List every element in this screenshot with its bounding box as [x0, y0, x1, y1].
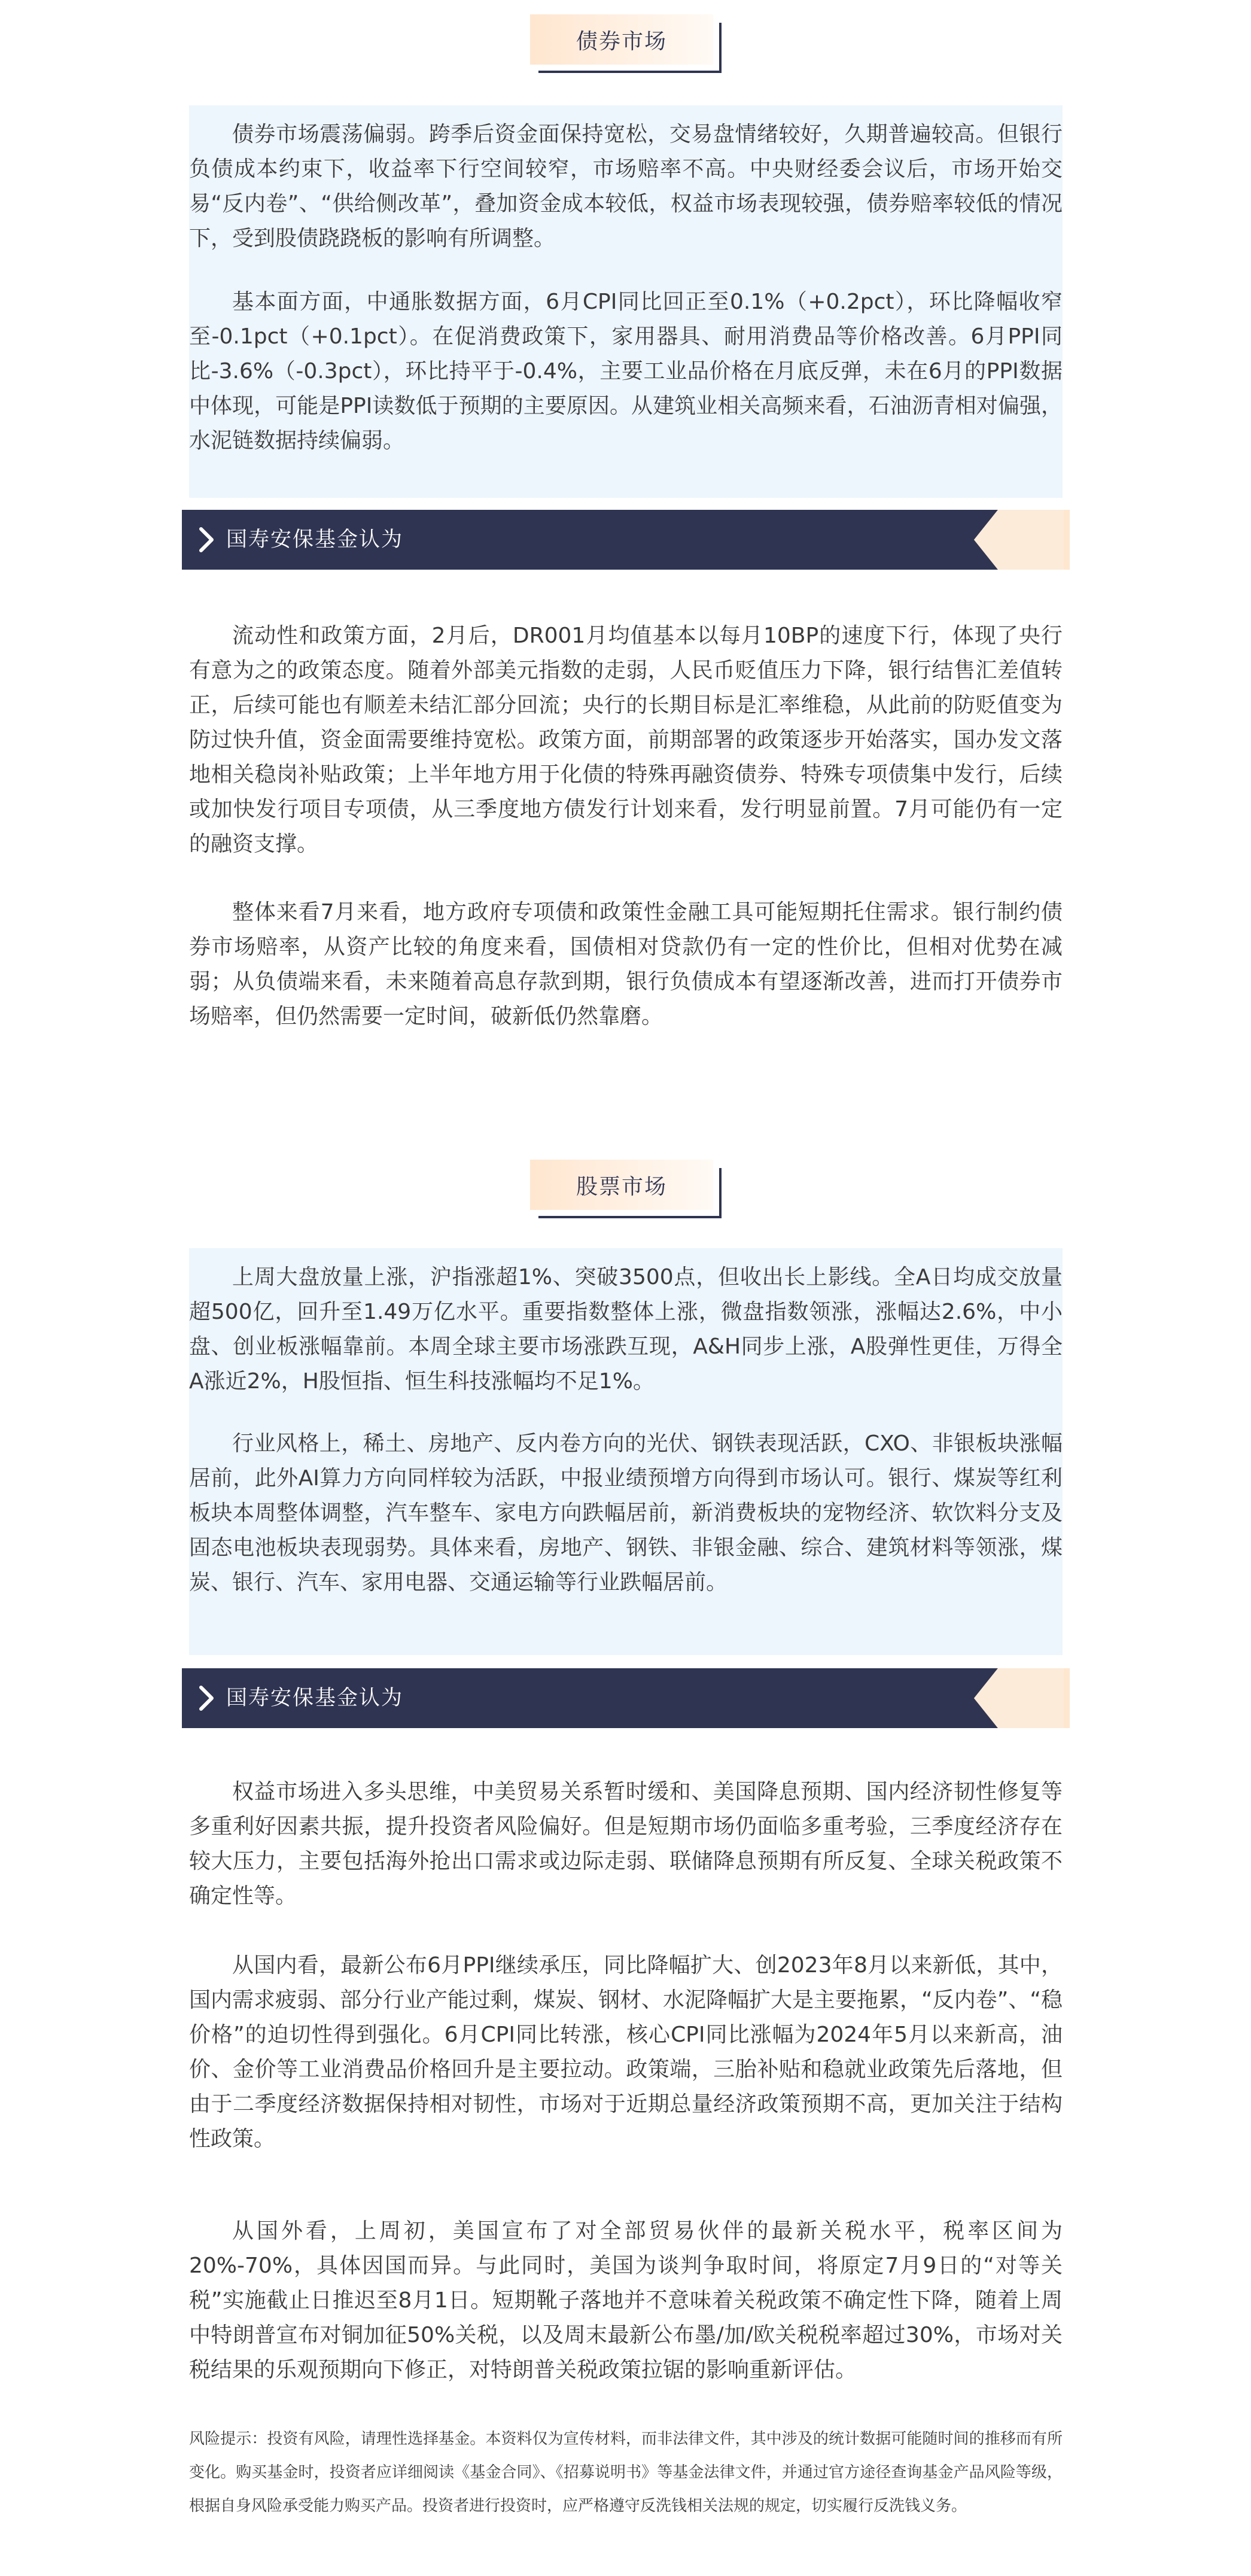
chevron-right-icon [193, 1684, 221, 1713]
bond-summary-paragraph-2: 基本面方面，中通胀数据方面，6月CPI同比回正至0.1%（+0.2pct），环比降幅收窄至-0.1pct（+0.1pct）。在促消费政策下，家用器具、耐用消费品等价格改善。6月PPI同比-3.6%（-0.3pct），环比持平于-0.4%，主要工业品价格在月底反弹，未在6月的PPI数据中体现，可能是PPI读数低于预期的主要原因。从建筑业相关高频来看，石油沥青相对偏强，水泥链数据持续偏弱。 [189, 290, 1063, 453]
stock-section-title: 股票市场 [530, 1160, 713, 1210]
bond-section-title-tag [530, 14, 722, 73]
bond-view-banner [182, 510, 1070, 570]
banner-notch-decoration [974, 510, 1070, 570]
bond-section-title: 债券市场 [530, 14, 713, 65]
bond-view-paragraph-1: 流动性和政策方面，2月后，DR001月均值基本以每月10BP的速度下行，体现了央行有意为之的政策态度。随着外部美元指数的走弱，人民币贬值压力下降，银行结售汇差值转正，后续可能也有顺差未结汇部分回流；央行的长期目标是汇率维稳，从此前的防贬值变为防过快升值，资金面需要维持宽松。政策方面，前期部署的政策逐步开始落实，国办发文落地相关稳岗补贴政策；上半年地方用于化债的特殊再融资债券、特殊专项债集中发行，后续或加快发行项目专项债，从三季度地方债发行计划来看，发行明显前置。7月可能仍有一定的融资支撑。 [189, 624, 1063, 856]
stock-view-banner-title: 国寿安保基金认为 [226, 1686, 404, 1710]
stock-view-paragraph-2: 从国内看，最新公布6月PPI继续承压，同比降幅扩大、创2023年8月以来新低，其中，国内需求疲弱、部分行业产能过剩，煤炭、钢材、水泥降幅扩大是主要拖累，“反内卷”、“稳价格”的迫切性得到强化。6月CPI同比转涨，核心CPI同比涨幅为2024年5月以来新高，油价、金价等工业消费品价格回升是主要拉动。政策端，三胎补贴和稳就业政策先后落地，但由于二季度经济数据保持相对韧性，市场对于近期总量经济政策预期不高，更加关注于结构性政策。 [189, 1953, 1063, 2151]
bond-view-banner-title: 国寿安保基金认为 [226, 528, 404, 552]
stock-view-paragraph-3: 从国外看，上周初，美国宣布了对全部贸易伙伴的最新关税水平，税率区间为20%-70%，具体因国而异。与此同时，美国为谈判争取时间，将原定7月9日的“对等关税”实施截止日推迟至8月1日。短期靴子落地并不意味着关税政策不确定性下降，随着上周中特朗普宣布对铜加征50%关税，以及周末最新公布墨/加/欧关税税率超过30%，市场对关税结果的乐观预期向下修正，对特朗普关税政策拉锯的影响重新评估。 [189, 2219, 1063, 2382]
risk-notice: 风险提示：投资有风险，请理性选择基金。本资料仅为宣传材料，而非法律文件，其中涉及的统计数据可能随时间的推移而有所变化。购买基金时，投资者应详细阅读《基金合同》、《招募说明书》等基金法律文件，并通过官方途径查询基金产品风险等级，根据自身风险承受能力购买产品。投资者进行投资时，应严格遵守反洗钱相关法规的规定，切实履行反洗钱义务。 [189, 2430, 1063, 2515]
bond-view-paragraph-2: 整体来看7月来看，地方政府专项债和政策性金融工具可能短期托住需求。银行制约债券市场赔率，从资产比较的角度来看，国债相对贷款仍有一定的性价比，但相对优势在减弱；从负债端来看，未来随着高息存款到期，银行负债成本有望逐渐改善，进而打开债券市场赔率，但仍然需要一定时间，破新低仍然靠磨。 [189, 900, 1063, 1029]
stock-section-title-tag [530, 1160, 722, 1218]
banner-notch-decoration [974, 1668, 1070, 1728]
chevron-right-icon [193, 525, 221, 554]
stock-summary-paragraph-2: 行业风格上，稀土、房地产、反内卷方向的光伏、钢铁表现活跃，CXO、非银板块涨幅居前，此外AI算力方向同样较为活跃，中报业绩预增方向得到市场认可。银行、煤炭等红利板块本周整体调整，汽车整车、家电方向跌幅居前，新消费板块的宠物经济、软饮料分支及固态电池板块表现弱势。具体来看，房地产、钢铁、非银金融、综合、建筑材料等领涨，煤炭、银行、汽车、家用电器、交通运输等行业跌幅居前。 [189, 1431, 1063, 1595]
stock-summary-paragraph-1: 上周大盘放量上涨，沪指涨超1%、突破3500点，但收出长上影线。全A日均成交放量超500亿，回升至1.49万亿水平。重要指数整体上涨，微盘指数领涨，涨幅达2.6%，中小盘、创业板涨幅靠前。本周全球主要市场涨跌互现，A&H同步上涨，A股弹性更佳，万得全A涨近2%，H股恒指、恒生科技涨幅均不足1%。 [189, 1265, 1063, 1394]
stock-view-banner [182, 1668, 1070, 1728]
bond-summary-paragraph-1: 债券市场震荡偏弱。跨季后资金面保持宽松，交易盘情绪较好，久期普遍较高。但银行负债成本约束下，收益率下行空间较窄，市场赔率不高。中央财经委会议后，市场开始交易“反内卷”、“供给侧改革”，叠加资金成本较低，权益市场表现较强，债券赔率较低的情况下，受到股债跷跷板的影响有所调整。 [189, 122, 1063, 251]
stock-view-paragraph-1: 权益市场进入多头思维，中美贸易关系暂时缓和、美国降息预期、国内经济韧性修复等多重利好因素共振，提升投资者风险偏好。但是短期市场仍面临多重考验，三季度经济存在较大压力，主要包括海外抢出口需求或边际走弱、联储降息预期有所反复、全球关税政策不确定性等。 [189, 1780, 1063, 1908]
